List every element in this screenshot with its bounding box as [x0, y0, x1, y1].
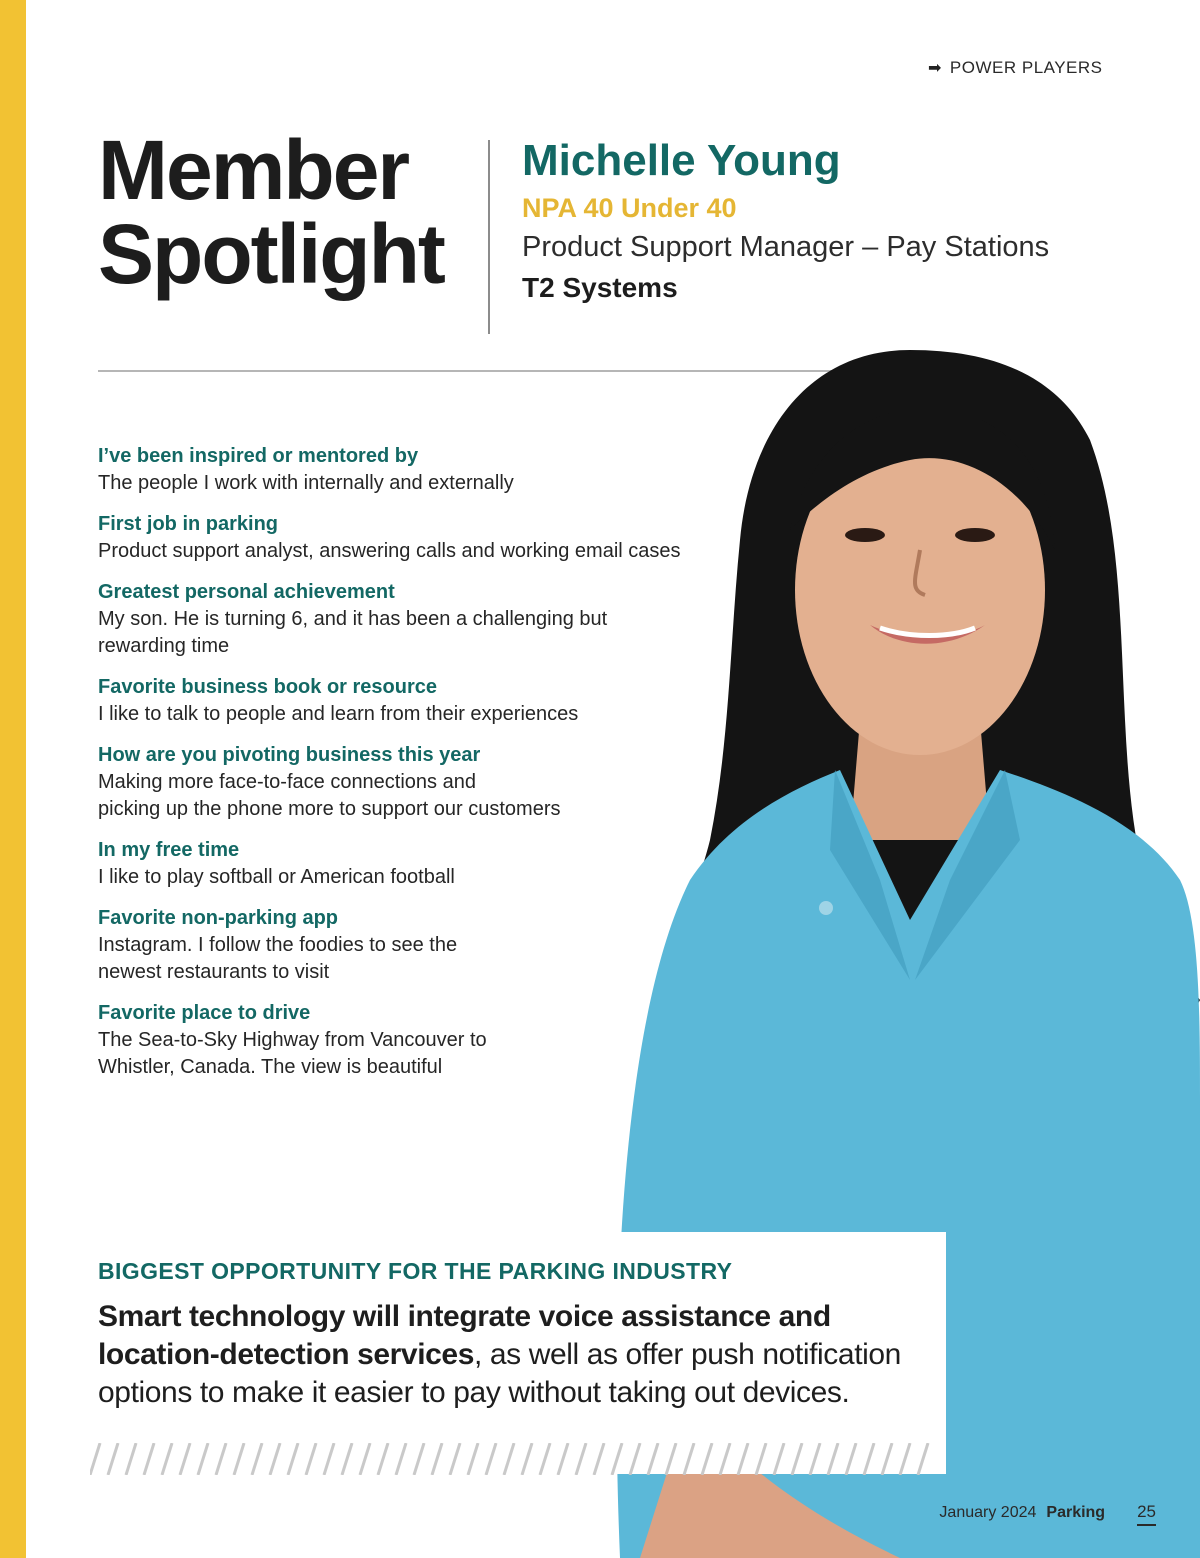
qa-question: Greatest personal achievement [98, 581, 395, 603]
page-number: 25 [1137, 1502, 1156, 1526]
qa-question: Favorite business book or resource [98, 676, 437, 698]
qa-answer-line: picking up the phone more to support our customers [98, 798, 561, 820]
qa-answer-line: Instagram. I follow the foodies to see the [98, 934, 458, 956]
callout-bold-text: Smart technology will integrate voice assistance and location-detection services [98, 1300, 831, 1371]
qa-question: First job in parking [98, 513, 279, 535]
profile-job-title: Product Support Manager – Pay Stations [522, 231, 1050, 263]
page-title [98, 123, 444, 301]
callout-heading: BIGGEST OPPORTUNITY FOR THE PARKING INDUSTRY [98, 1258, 733, 1284]
qa-answer-line: The people I work with internally and externally [98, 472, 514, 494]
vertical-divider [488, 140, 490, 334]
qa-answer-line: The Sea-to-Sky Highway from Vancouver to [98, 1029, 487, 1051]
arrow-right-icon: ➡ [928, 60, 942, 77]
qa-item [98, 741, 748, 823]
qa-item [98, 836, 748, 891]
qa-question: In my free time [98, 839, 240, 861]
qa-answer-line: newest restaurants to visit [98, 961, 330, 983]
hatch-pattern [90, 1443, 940, 1475]
left-accent-bar [0, 0, 26, 1558]
page-footer [939, 1502, 1156, 1526]
qa-question: Favorite non-parking app [98, 907, 339, 929]
qa-list [98, 442, 748, 1094]
profile-company: T2 Systems [522, 272, 678, 303]
title-line-2: Spotlight [98, 207, 444, 301]
footer-issue-date: January 2024 [939, 1504, 1037, 1521]
section-tag [928, 58, 1103, 78]
qa-answer-line: rewarding time [98, 635, 230, 657]
qa-item [98, 673, 748, 728]
qa-answer-line: My son. He is turning 6, and it has been a challenging but [98, 608, 608, 630]
qa-answer-line: Whistler, Canada. The view is beautiful [98, 1056, 443, 1078]
callout-rest-text: , as well as offer push notification options to make it easier to pay without taking out devices. [98, 1338, 901, 1409]
qa-item [98, 578, 748, 660]
title-line-1: Member [98, 123, 409, 217]
section-tag-label: POWER PLAYERS [949, 58, 1103, 77]
qa-item [98, 999, 748, 1081]
footer-magazine-name: Parking [1046, 1504, 1106, 1521]
callout-box [70, 1232, 946, 1474]
callout-body [98, 1298, 928, 1412]
qa-item [98, 904, 748, 986]
qa-question: I’ve been inspired or mentored by [98, 445, 419, 467]
qa-question: Favorite place to drive [98, 1002, 311, 1024]
qa-answer-line: Product support analyst, answering calls and working email cases [98, 540, 681, 562]
profile-award: NPA 40 Under 40 [522, 193, 737, 223]
qa-answer-line: Making more face-to-face connections and [98, 771, 476, 793]
qa-answer-line: I like to play softball or American football [98, 866, 455, 888]
qa-item [98, 510, 748, 565]
qa-answer-line: I like to talk to people and learn from their experiences [98, 703, 579, 725]
qa-question: How are you pivoting business this year [98, 744, 481, 766]
qa-item [98, 442, 748, 497]
profile-name: Michelle Young [522, 136, 841, 185]
